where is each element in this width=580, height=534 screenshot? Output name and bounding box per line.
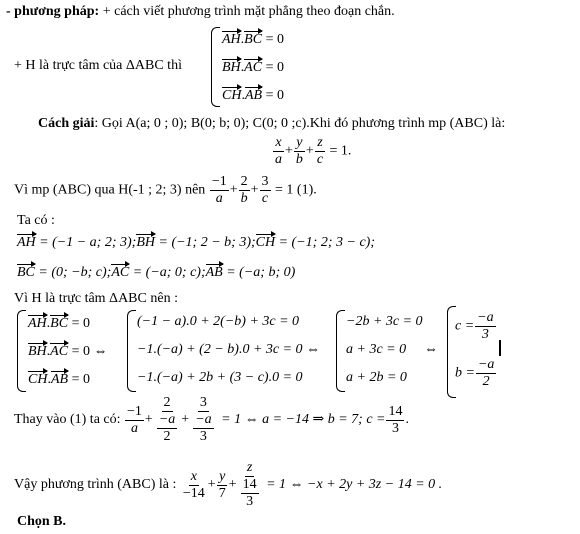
sys1-row: CH.AB = 0 <box>222 85 284 105</box>
answer: Chọn B. <box>17 514 67 529</box>
system2-brace-2 <box>127 310 136 392</box>
method-text: + cách viết phương trình mặt phẳng theo đoạn chắn. <box>99 4 395 19</box>
sys2-col3-row: −2b + 3c = 0 <box>346 314 423 329</box>
system2-brace-3 <box>336 310 345 392</box>
sys2-b-solution: b = $\frac{-a}{2}$ <box>455 357 495 389</box>
we-have: Ta có : <box>17 213 55 228</box>
system-brace <box>211 27 220 107</box>
sys1-row: BH.AC = 0 <box>222 57 284 77</box>
sys1-row: AH.BC = 0 <box>222 29 284 49</box>
orthocenter-statement: Vì H là trực tâm ΔABC nên : <box>14 291 178 306</box>
substitution-line: Thay vào (1) ta có: $\frac{-1}{a}$ + $\frac{2}{\frac{-a}{2}}$ + $\frac{3}{\frac{-a}{3}}$ = 1 ⇔ a = −14 ⇒ b = 7; c = $\frac{14}{3}$ . <box>14 395 409 444</box>
result-line: Vậy phương trình (ABC) là : $\frac{x}{-14}$ + $\frac{y}{7}$ + $\frac{z}{\frac{14}{3}}$ = 1 ⇔ −x + 2y + 3z − 14 = 0 . <box>14 460 443 509</box>
method-label: - phương pháp: <box>6 4 100 19</box>
plane-equation: $\frac{x}{a}$ + $\frac{y}{b}$ + $\frac{z}{c}$ = 1. <box>275 135 352 167</box>
system2-brace-1 <box>17 310 26 392</box>
sys2-col1-row: BH.AC = 0 ⇔ <box>28 341 107 361</box>
sys2-col1-row: AH.BC = 0 <box>28 313 90 333</box>
equivalent-arrow: ⇔ <box>424 342 438 357</box>
sys2-col1-row: CH.AB = 0 <box>28 369 90 389</box>
sys2-col2-row: −1.(−a) + 2b + (3 − c).0 = 0 <box>137 370 303 385</box>
cursor-mark <box>499 340 501 356</box>
sys2-col3-row: a + 3c = 0 <box>346 342 407 357</box>
through-h-equation: Vì mp (ABC) qua H(-1 ; 2; 3) nên $\frac{-1}{a}$ + $\frac{2}{b}$ + $\frac{3}{c}$ = 1 (1). <box>14 174 317 206</box>
vectors-line-1: AH = (−1 − a; 2; 3);BH = (−1; 2 − b; 3);CH = (−1; 2; 3 − c); <box>17 232 375 252</box>
sys2-col2-row: (−1 − a).0 + 2(−b) + 3c = 0 <box>137 314 300 329</box>
orthocenter-condition: + H là trực tâm của ΔABC thì <box>14 58 182 73</box>
sys2-c-solution: c = $\frac{-a}{3}$ <box>455 310 494 342</box>
solution-intro: Cách giải: Gọi A(a; 0 ; 0); B(0; b; 0); C(0; 0 ;c).Khi đó phương trình mp (ABC) là: <box>38 116 506 131</box>
vectors-line-2: BC = (0; −b; c);AC = (−a; 0; c);AB = (−a; b; 0) <box>17 262 295 282</box>
solution-label: Cách giải <box>38 116 95 131</box>
sys2-col3-row: a + 2b = 0 <box>346 370 407 385</box>
sys2-col2-row: −1.(−a) + (2 − b).0 + 3c = 0 ⇔ <box>137 342 321 357</box>
method-line <box>6 3 395 21</box>
